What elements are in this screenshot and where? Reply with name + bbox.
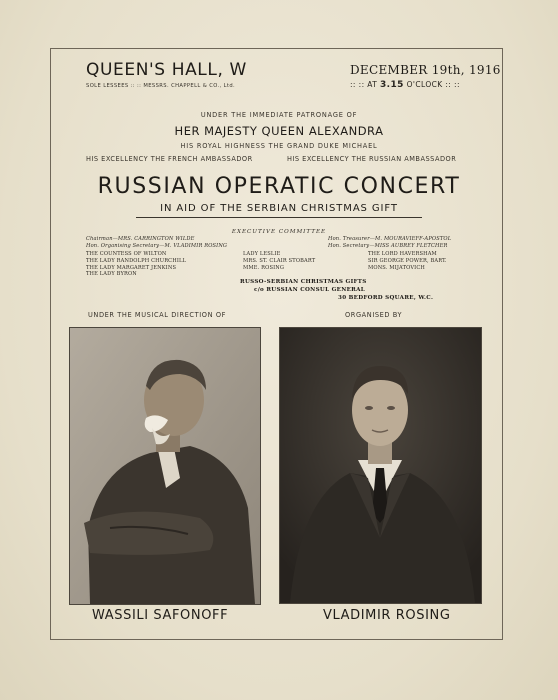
concert-subtitle: IN AID OF THE SERBIAN CHRISTMAS GIFT — [160, 203, 398, 214]
concert-date: DECEMBER 19th, 1916 — [350, 63, 501, 77]
rosing-portrait — [279, 327, 482, 604]
committee-member: MRS. ST. CLAIR STOBART — [243, 257, 316, 264]
time-prefix: :: :: AT — [350, 80, 378, 89]
committee-member: THE LADY RANDOLPH CHURCHILL — [86, 257, 187, 264]
gifts-care-of: c/o RUSSIAN CONSUL GENERAL — [254, 287, 366, 293]
safonoff-portrait-image — [70, 328, 260, 604]
musical-direction-label: UNDER THE MUSICAL DIRECTION OF — [88, 311, 227, 319]
sole-lessees-line: SOLE LESSEES :: :: MESSRS. CHAPPELL & CO., Ltd. — [86, 83, 236, 89]
venue-title: QUEEN'S HALL, W — [86, 60, 247, 80]
patronage-intro: UNDER THE IMMEDIATE PATRONAGE OF — [200, 111, 358, 119]
safonoff-portrait — [69, 327, 261, 605]
committee-column-3 — [368, 251, 447, 271]
patron-russian-ambassador: HIS EXCELLENCY THE RUSSIAN AMBASSADOR — [287, 155, 457, 163]
subtitle-underline — [136, 217, 422, 218]
concert-title: RUSSIAN OPERATIC CONCERT — [97, 174, 461, 199]
committee-chairman: Chairman—MRS. CARRINGTON WILDE — [86, 236, 195, 242]
time-value: 3.15 — [380, 80, 404, 90]
committee-secretary: Hon. Secretary—MISS AUBREY FLETCHER — [328, 243, 448, 249]
patron-queen: HER MAJESTY QUEEN ALEXANDRA — [174, 124, 384, 138]
committee-column-1 — [86, 251, 186, 278]
organised-by-label: ORGANISED BY — [345, 311, 403, 319]
committee-org-secretary: Hon. Organising Secretary—M. VLADIMIR ROSING — [86, 243, 228, 249]
concert-time — [350, 80, 460, 90]
safonoff-name-caption: WASSILI SAFONOFF — [92, 608, 229, 623]
rosing-portrait-image — [280, 328, 481, 603]
committee-member: THE LADY MARGARET JENKINS — [86, 264, 177, 271]
committee-member: THE LORD HAVERSHAM — [368, 251, 437, 257]
committee-treasurer: Hon. Treasurer—M. MOURAVIEFF-APOSTOL — [328, 236, 452, 242]
time-suffix: O'CLOCK :: :: — [406, 80, 460, 89]
committee-member: LADY LESLIE — [243, 251, 281, 257]
committee-member: THE LADY BYRON — [86, 271, 137, 278]
committee-column-2 — [243, 251, 315, 271]
gifts-address: 30 BEDFORD SQUARE, W.C. — [338, 295, 434, 301]
committee-heading: EXECUTIVE COMMITTEE — [231, 229, 327, 235]
gifts-organisation: RUSSO-SERBIAN CHRISTMAS GIFTS — [240, 279, 367, 285]
patron-french-ambassador: HIS EXCELLENCY THE FRENCH AMBASSADOR — [86, 155, 253, 163]
committee-member: SIR GEORGE POWER, BART. — [368, 257, 447, 264]
committee-member: MME. ROSING — [243, 264, 285, 271]
committee-member: THE COUNTESS OF WILTON — [86, 251, 167, 257]
committee-member: MONS. MIJATOVICH — [368, 264, 425, 271]
patron-duke: HIS ROYAL HIGHNESS THE GRAND DUKE MICHAEL — [180, 142, 378, 150]
rosing-name-caption: VLADIMIR ROSING — [323, 608, 451, 623]
